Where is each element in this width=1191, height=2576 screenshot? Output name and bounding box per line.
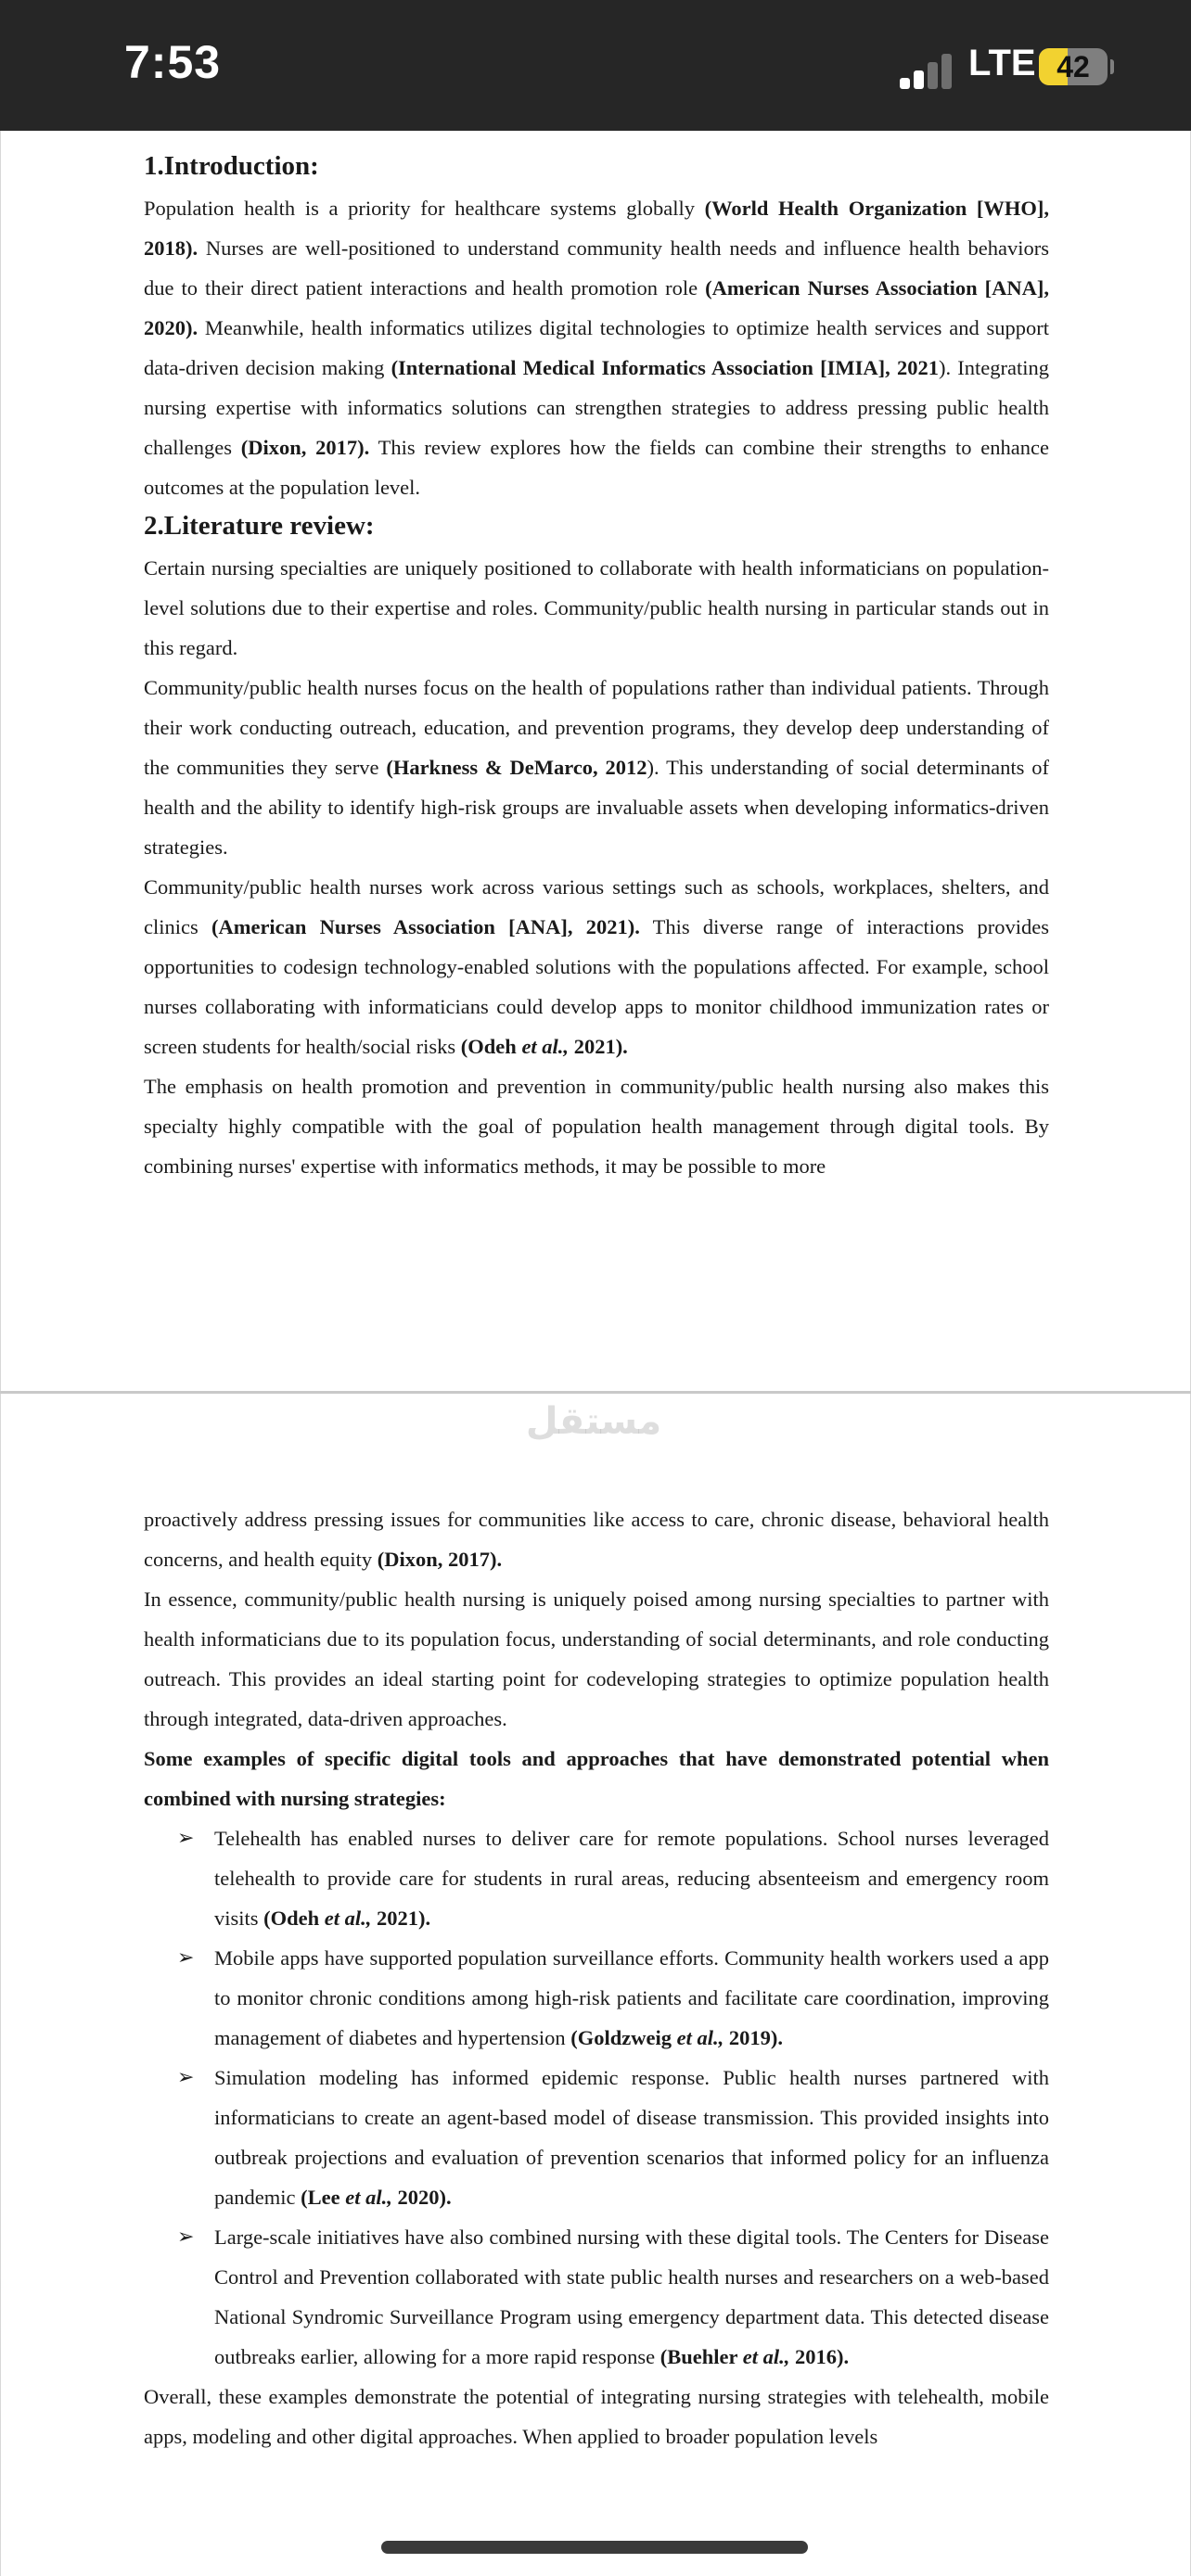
list-item xyxy=(144,1938,1049,2058)
signal-bar xyxy=(941,54,952,89)
page-2-content xyxy=(144,1499,1049,2456)
literature-review-heading: 2.Literature review: xyxy=(144,511,375,541)
body-paragraph: In essence, community/public health nursing is uniquely poised among nursing specialties to partner with health informaticians due to its population focus, understanding of social determinants, and role conducting outreach. This provides an ideal starting point for codeveloping strategies to optimize population health through integrated, data-driven approaches. xyxy=(144,1588,1049,1730)
list-item-text: Telehealth has enabled nurses to deliver care for remote populations. School nurses leveraged telehealth to provide care for students in rural areas, reducing absenteeism and emergency room visits (Odeh et al., 2021). xyxy=(214,1827,1049,1930)
arrow-bullet-icon: ➢ xyxy=(177,1946,195,1970)
document-page-2 xyxy=(0,1394,1191,2576)
page-1-content xyxy=(144,149,1049,1186)
list-item xyxy=(144,2058,1049,2217)
signal-bar xyxy=(928,62,938,89)
list-item-text: Simulation modeling has informed epidemic response. Public health nurses partnered with informaticians to create an agent-based model of disease transmission. This provided insights into outbreak projections and evaluation of prevention scenarios that informed policy for an influenza pandemic (Lee et al., 2020). xyxy=(214,2066,1049,2209)
arrow-bullet-icon: ➢ xyxy=(177,2066,195,2089)
signal-bar xyxy=(900,78,910,89)
literature-paragraph: The emphasis on health promotion and prevention in community/public health nursing also makes this specialty highly compatible with the goal of population health management through digital tools. By combining nurses' expertise with informatics methods, it may be possible to more xyxy=(144,1075,1049,1178)
introduction-paragraph: Population health is a priority for healthcare systems globally (World Health Organization [WHO], 2018). Nurses are well-positioned to understand community health needs and influence health behaviors due to their direct patient interactions and health promotion role (American Nurses Association [ANA], 2020). Meanwhile, health informatics utilizes digital technologies to optimize health services and support data-driven decision making (International Medical Informatics Association [IMIA], 2021). Integrating nursing expertise with informatics solutions can strengthen strategies to address pressing public health challenges (Dixon, 2017). This review explores how the fields can combine their strengths to enhance outcomes at the population level. xyxy=(144,197,1050,499)
document-page-1 xyxy=(0,131,1191,1392)
list-item-text: Large-scale initiatives have also combined nursing with these digital tools. The Centers for Disease Control and Prevention collaborated with state public health nurses and researchers on a web-based National Syndromic Surveillance Program using emergency department data. This detected disease outbreaks earlier, allowing for a more rapid response (Buehler et al., 2016). xyxy=(214,2225,1049,2368)
home-indicator[interactable] xyxy=(381,2541,808,2554)
list-item-text: Mobile apps have supported population surveillance efforts. Community health workers used a app to monitor chronic conditions among high-risk patients and facilitate care coordination, improving management of diabetes and hypertension (Goldzweig et al., 2019). xyxy=(214,1946,1049,2049)
body-paragraph: proactively address pressing issues for communities like access to care, chronic disease, behavioral health concerns, and health equity (Dixon, 2017). xyxy=(144,1508,1049,1571)
signal-bar xyxy=(914,70,924,89)
network-type: LTE xyxy=(968,43,1036,83)
examples-list xyxy=(144,1818,1049,2377)
examples-intro: Some examples of specific digital tools and approaches that have demonstrated potential when combined with nursing strategies: xyxy=(144,1747,1049,1810)
signal-strength-icon xyxy=(900,52,955,89)
status-bar xyxy=(0,0,1191,131)
literature-review-body xyxy=(144,548,1049,1186)
literature-paragraph: Community/public health nurses work across various settings such as schools, workplaces, shelters, and clinics (American Nurses Association [ANA], 2021). This diverse range of interactions provides opportunities to codesign technology-enabled solutions with the populations affected. For example, school nurses collaborating with informaticians could develop apps to monitor childhood immunization rates or screen students for health/social risks (Odeh et al., 2021). xyxy=(144,875,1049,1058)
battery-level: 42 xyxy=(1057,50,1090,83)
introduction-heading: 1.Introduction: xyxy=(144,151,319,181)
watermark-logo: مستقل xyxy=(525,1400,662,1443)
literature-paragraph: Certain nursing specialties are uniquely positioned to collaborate with health informaticians on population-level solutions due to their expertise and roles. Community/public health nursing in particular stands out in this regard. xyxy=(144,556,1049,659)
status-time: 7:53 xyxy=(124,36,222,88)
literature-paragraph: Community/public health nurses focus on the health of populations rather than individual patients. Through their work conducting outreach, education, and prevention programs, they develop deep understanding of the communities they serve (Harkness & DeMarco, 2012). This understanding of social determinants of health and the ability to identify high-risk groups are invaluable assets when developing informatics-driven strategies. xyxy=(144,676,1049,859)
arrow-bullet-icon: ➢ xyxy=(177,2225,195,2249)
battery-cap xyxy=(1110,59,1114,74)
list-item xyxy=(144,2217,1049,2377)
list-item xyxy=(144,1818,1049,1938)
arrow-bullet-icon: ➢ xyxy=(177,1827,195,1850)
document-viewer[interactable] xyxy=(0,131,1191,2576)
closing-paragraph: Overall, these examples demonstrate the potential of integrating nursing strategies with telehealth, mobile apps, modeling and other digital approaches. When applied to broader population levels xyxy=(144,2385,1049,2448)
battery-icon xyxy=(1039,48,1108,85)
